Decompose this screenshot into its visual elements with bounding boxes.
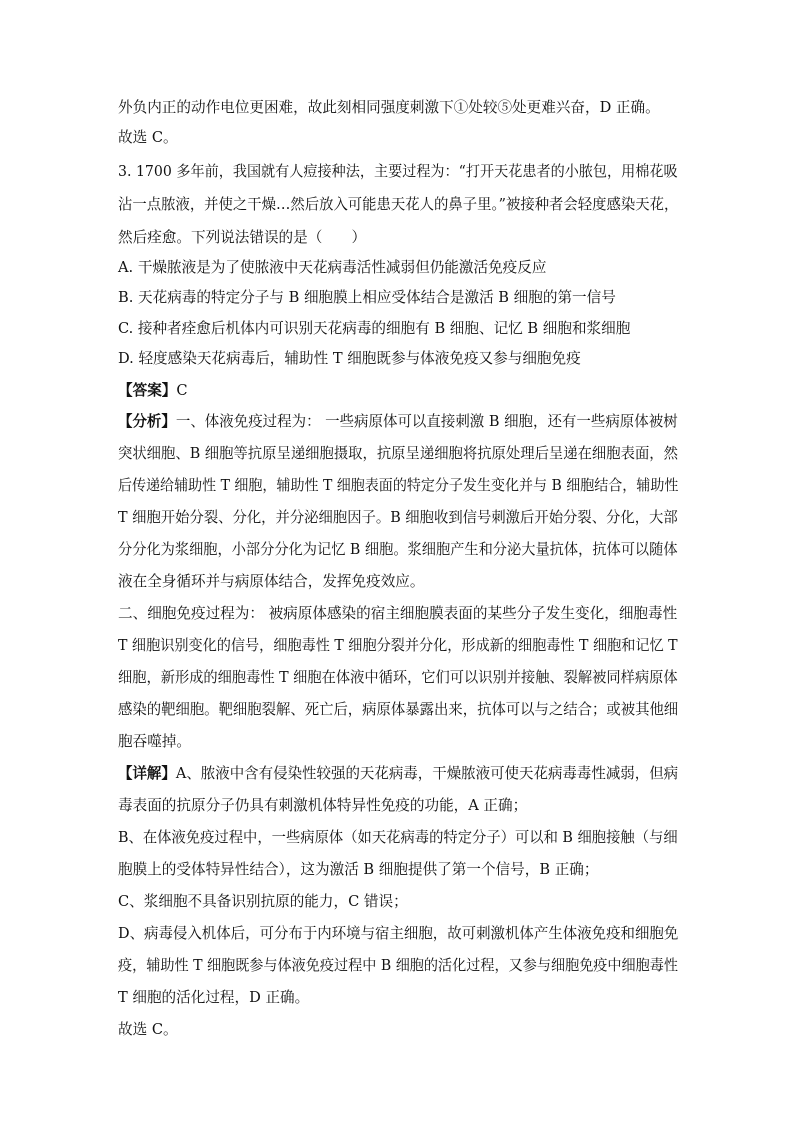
- analysis-line: 突状细胞、B 细胞等抗原呈递细胞摄取，抗原呈递细胞将抗原处理后呈递在细胞表面，然: [118, 445, 678, 462]
- analysis-line: T 细胞开始分裂、分化，并分泌细胞因子。B 细胞收到信号刺激后开始分裂、分化，大部: [118, 509, 678, 526]
- detail-line: C、浆细胞不具备识别抗原的能力，C 错误；: [118, 893, 408, 910]
- detail-line: D、病毒侵入机体后，可分布于内环境与宿主细胞，故可刺激机体产生体液免疫和细胞免: [118, 925, 679, 942]
- answer-tag: 【答案】: [118, 382, 177, 399]
- text-line: 故选 C。: [118, 129, 178, 146]
- text-line: 外负内正的动作电位更困难，故此刻相同强度刺激下①处较⑤处更难兴奋，D 正确。: [118, 99, 660, 116]
- analysis-line: 分分化为浆细胞，小部分分化为记忆 B 细胞。浆细胞产生和分泌大量抗体，抗体可以随体: [118, 541, 678, 558]
- question-stem-line: 然后痊愈。下列说法错误的是（ ）: [118, 229, 367, 246]
- detail-line: 胞膜上的受体特异性结合），这为激活 B 细胞提供了第一个信号，B 正确；: [118, 861, 599, 878]
- analysis-line: 细胞，新形成的细胞毒性 T 细胞在体液中循环，它们可以识别并接触、裂解被同样病原体: [118, 669, 678, 686]
- option-a: A. 干燥脓液是为了使脓液中天花病毒活性减弱但仍能激活免疫反应: [118, 259, 547, 276]
- option-c: C. 接种者痊愈后机体内可识别天花病毒的细胞有 B 细胞、记忆 B 细胞和浆细胞: [118, 320, 631, 337]
- analysis-tag: 【分析】: [118, 413, 176, 430]
- detail-tag: 【详解】: [118, 765, 176, 782]
- answer-line: 【答案】C: [118, 382, 188, 399]
- question-stem-line: 3. 1700 多年前，我国就有人痘接种法，主要过程为：“打开天花患者的小脓包，用棉花吸: [118, 163, 678, 180]
- option-b: B. 天花病毒的特定分子与 B 细胞膜上相应受体结合是激活 B 细胞的第一信号: [118, 289, 616, 306]
- analysis-line: T 细胞识别变化的信号，细胞毒性 T 细胞分裂并分化，形成新的细胞毒性 T 细胞和记忆 T: [118, 637, 678, 654]
- detail-line: 毒表面的抗原分子仍具有刺激机体特异性免疫的功能，A 正确；: [118, 797, 528, 814]
- analysis-line: 液在全身循环并与病原体结合，发挥免疫效应。: [118, 573, 425, 590]
- analysis-line: 二、细胞免疫过程为： 被病原体感染的宿主细胞膜表面的某些分子发生变化，细胞毒性: [118, 605, 678, 622]
- detail-line: T 细胞的活化过程，D 正确。: [118, 989, 310, 1006]
- question-stem-line: 沾一点脓液，并使之干燥…然后放入可能患天花人的鼻子里。”被接种者会轻度感染天花，: [118, 196, 679, 213]
- detail-line: 【详解】A、脓液中含有侵染性较强的天花病毒，干燥脓液可使天花病毒毒性减弱，但病: [118, 765, 679, 782]
- conclusion-line: 故选 C。: [118, 1021, 178, 1038]
- analysis-line: 【分析】一、体液免疫过程为： 一些病原体可以直接刺激 B 细胞，还有一些病原体被树: [118, 413, 678, 430]
- option-d: D. 轻度感染天花病毒后，辅助性 T 细胞既参与体液免疫又参与细胞免疫: [118, 350, 581, 367]
- analysis-line: 胞吞噬掉。: [118, 733, 191, 750]
- detail-line: 疫，辅助性 T 细胞既参与体液免疫过程中 B 细胞的活化过程，又参与细胞免疫中细胞毒性: [118, 957, 679, 974]
- analysis-line: 后传递给辅助性 T 细胞，辅助性 T 细胞表面的特定分子发生变化并与 B 细胞结合，辅助性: [118, 477, 679, 494]
- detail-line: B、在体液免疫过程中，一些病原体（如天花病毒的特定分子）可以和 B 细胞接触（与细: [118, 829, 678, 846]
- analysis-line: 感染的靶细胞。靶细胞裂解、死亡后，病原体暴露出来，抗体可以与之结合；或被其他细: [118, 701, 679, 718]
